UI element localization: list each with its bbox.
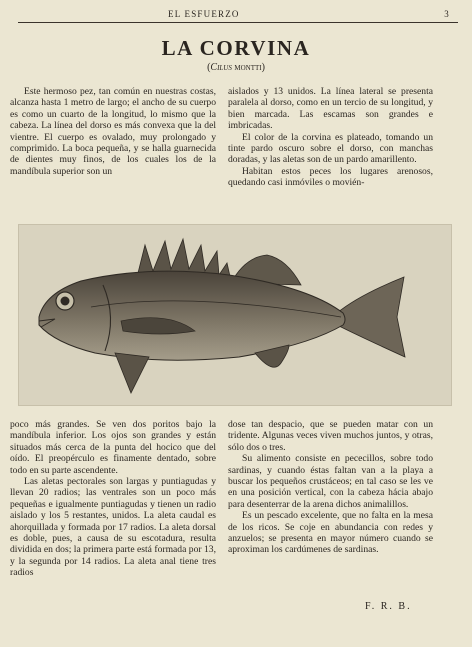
paragraph: El color de la corvina es plateado, tomando un tinte pardo oscuro sobre el dorso, con manchas doradas, y las aletas son de un pardo amarillento. [228,131,433,166]
fish-illustration [18,224,452,406]
corvina-fish-icon [19,225,451,405]
paragraph: Este hermoso pez, tan común en nuestras costas, alcanza hasta 1 metro de largo; el ancho de su cuerpo es como un cuarto de la longitud, lo mismo que la cabeza. La línea del dorso es más convexa que la del vientre. El cuerpo es ovalado, muy prolongado y comprimido. La boca pequeña, y se halla guarnecida de dientes muy finos, de los cuales los de la mandíbula superior son un [10,86,216,177]
article-title: LA CORVINA [161,36,311,60]
column-right-bottom [228,419,433,556]
column-left-bottom [10,419,216,579]
paragraph: Su alimento consiste en pececillos, sobre todo sardinas, y cuando éstas faltan van a la playa a buscar los pequeños crustáceos; en tal caso se les ve en una posición vertical, con la cabeza hácia abajo para desenterrar de la arena dichos animalillos. [228,453,433,510]
paragraph-continued: poco más grandes. Se ven dos poritos bajo la mandíbula inferior. Los ojos son grandes y están situados más cerca de la punta del hocico que del oído. El preopérculo es finamente dentado, sobre todo en su parte ascendente. [10,419,216,476]
running-header [18,6,458,23]
paragraph-continued: aislados y 13 unidos. La línea lateral se presenta paralela al dorso, como en un tercio de su longitud, y bien marcada. Las escamas son grandes e imbricadas. [228,86,433,132]
paragraph: Es un pescado excelente, que no falta en la mesa de los ricos. Se coje en abundancia con redes y anzuelos; se presenta en mayor número cuando se aproximan los cardúmenes de sardinas. [228,510,433,556]
paragraph: Habitan estos peces los lugares arenosos, quedando casi inmóviles o movién- [228,165,433,189]
genus-name: Cilus [210,62,232,73]
paragraph: Las aletas pectorales son largas y puntiagudas y llevan 20 radios; las ventrales son un poco más pequeñas e igualmente puntiagudas y tienen un radio aislado y los 5 restantes, unidos. La aleta caudal es ahorquillada y formada por 17 radios. La aleta dorsal es doble, pues, a causa de su escotadura, resulta dividida en dos; la primera parte está formada por 13, y la segunda por 14 radios. La aleta anal tiene tres radios [10,476,216,579]
column-left-top [10,86,216,177]
article-subtitle: (Cilus montti) [207,62,265,73]
species-name: montti [234,62,262,73]
column-right-top [228,86,433,189]
paragraph-continued: dose tan despacio, que se pueden matar con un tridente. Algunas veces viven muchos juntos, y otras, sólo dos o tres. [228,419,433,453]
author-signature: F. R. B. [365,601,412,612]
publication-name: EL ESFUERZO [168,9,240,19]
page-number: 3 [444,9,450,19]
